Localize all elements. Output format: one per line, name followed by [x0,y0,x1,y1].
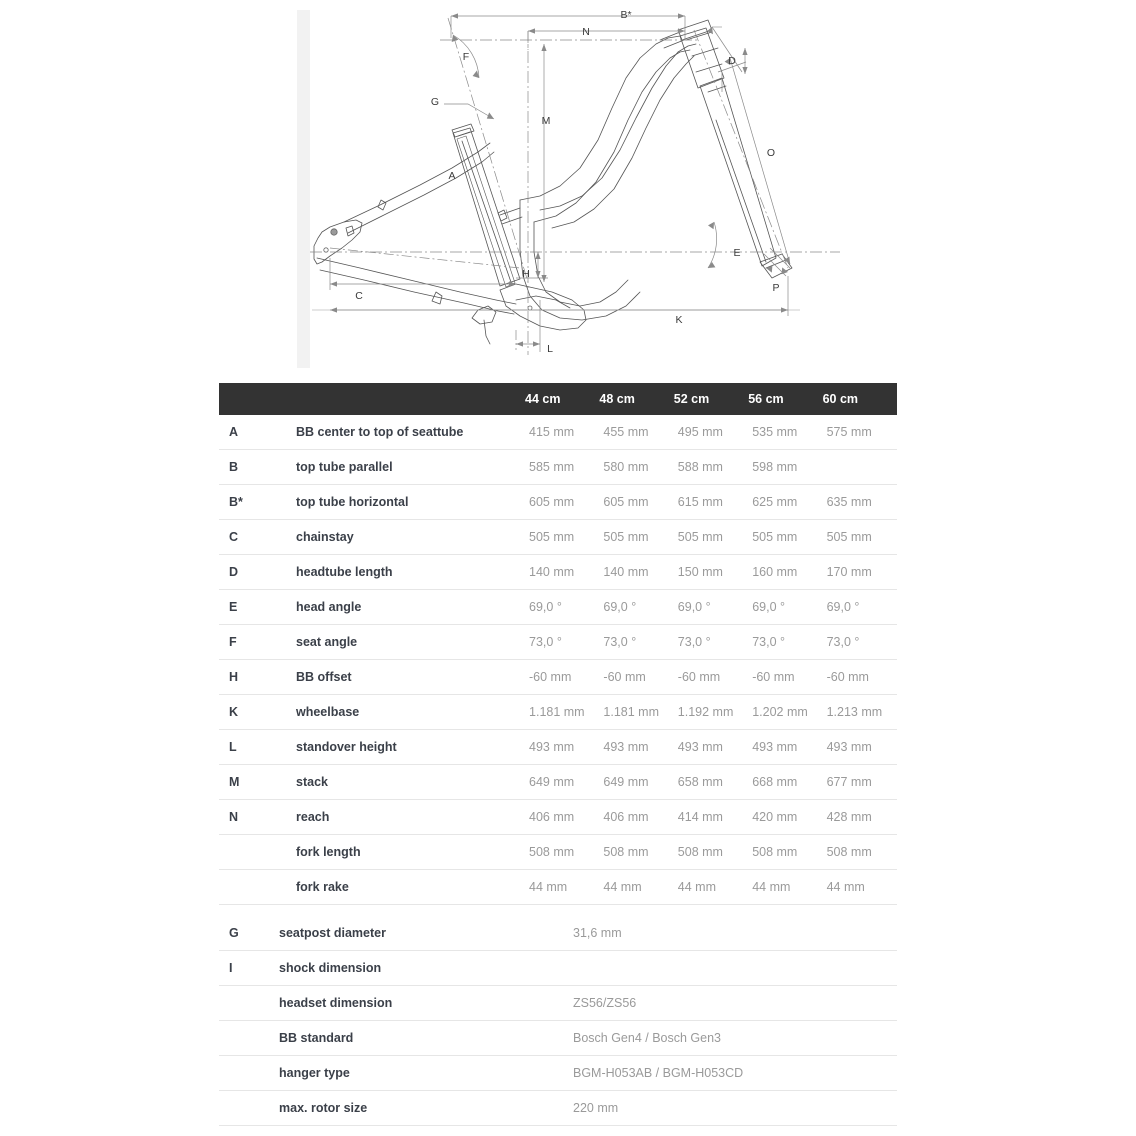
row-letter: G [229,926,239,940]
header-size-52cm: 52 cm [674,383,748,415]
header-size-48cm: 48 cm [599,383,673,415]
row-letter [219,835,258,870]
row-value: 508 mm [826,845,872,859]
table-row [219,1056,897,1091]
row-value: 508 mm [677,845,723,859]
row-value: 140 mm [603,565,649,579]
row-letter: I [229,961,233,975]
row-value: 625 mm [752,495,798,509]
row-value: 508 mm [529,845,575,859]
row-value: 1.213 mm [826,705,883,719]
table-row [219,765,897,800]
row-value: 406 mm [529,810,575,824]
row-value: 658 mm [677,775,723,789]
row-value: 508 mm [752,845,798,859]
table-row [219,916,897,951]
row-value: Bosch Gen4 / Bosch Gen3 [573,1031,722,1045]
dimension-lines-group [310,13,840,355]
row-letter: K [229,705,239,719]
frame-size-geometry-table [219,383,897,905]
table-row [219,660,897,695]
row-value: 406 mm [603,810,649,824]
row-value: 677 mm [826,775,872,789]
row-value: 505 mm [603,530,649,544]
row-label: top tube horizontal [296,495,409,509]
table-row [219,590,897,625]
diagram-label-D: D [728,55,736,67]
row-letter: N [229,810,239,824]
row-value: 493 mm [752,740,798,754]
row-value: 493 mm [529,740,575,754]
row-label: BB standard [279,1031,354,1045]
row-letter: B* [229,495,243,509]
row-value: 428 mm [826,810,872,824]
table-row [219,485,897,520]
row-value: -60 mm [603,670,646,684]
header-label-blank [258,383,525,415]
row-value: 1.202 mm [752,705,808,719]
diagram-label-G: G [430,96,440,108]
row-value: 635 mm [826,495,872,509]
header-size-56cm: 56 cm [748,383,822,415]
row-label: stack [296,775,328,789]
frame-specification-table [219,916,897,1126]
diagram-label-M: M [541,115,551,127]
table-row [219,986,897,1021]
row-letter: M [229,775,240,789]
row-value: 493 mm [826,740,872,754]
row-label: reach [296,810,330,824]
row-value: 493 mm [677,740,723,754]
row-value: 493 mm [603,740,649,754]
row-value: 73,0 ° [826,635,860,649]
row-value: 73,0 ° [603,635,637,649]
table-row [219,870,897,905]
row-value [573,951,897,986]
row-value: 505 mm [752,530,798,544]
row-value: 160 mm [752,565,798,579]
specs-table-body [219,916,897,1126]
table-row [219,625,897,660]
row-value: 220 mm [573,1101,619,1115]
diagram-label-B-star: B* [620,9,632,21]
row-value: 495 mm [677,425,723,439]
row-value: 598 mm [752,460,798,474]
row-label: top tube parallel [296,460,393,474]
row-value: ZS56/ZS56 [573,996,637,1010]
row-letter: D [229,565,239,579]
row-value: 31,6 mm [573,926,622,940]
diagram-label-P: P [772,282,780,294]
header-size-44cm: 44 cm [525,383,599,415]
row-value: 535 mm [752,425,798,439]
row-letter [219,870,258,905]
row-value [823,450,897,485]
table-row [219,695,897,730]
row-letter [219,986,279,1021]
specs-table-el [219,916,897,1126]
row-value: 605 mm [603,495,649,509]
row-value: 44 mm [529,880,568,894]
row-value: 585 mm [529,460,575,474]
row-label: seat angle [296,635,358,649]
row-value: 505 mm [826,530,872,544]
row-value: 150 mm [677,565,723,579]
table-row [219,555,897,590]
frame-outline-group [314,20,792,344]
table-row [219,835,897,870]
row-label: head angle [296,600,362,614]
row-value: 73,0 ° [752,635,785,649]
row-label: headtube length [296,565,393,579]
diagram-label-K: K [675,314,683,326]
row-value: -60 mm [826,670,869,684]
row-value: 1.181 mm [603,705,659,719]
row-value: 44 mm [603,880,642,894]
row-label: BB offset [296,670,352,684]
row-label: hanger type [279,1066,350,1080]
row-letter: L [229,740,237,754]
row-value: 508 mm [603,845,649,859]
table-row [219,450,897,485]
row-value: 505 mm [529,530,575,544]
row-value: 69,0 ° [826,600,860,614]
table-row [219,415,897,450]
row-value: 580 mm [603,460,649,474]
diagram-label-C: C [355,290,363,302]
header-letter-blank [219,383,258,415]
row-value: -60 mm [677,670,721,684]
geometry-diagram-panel [0,0,1136,372]
row-value: 69,0 ° [603,600,637,614]
diagram-label-H: H [522,268,530,280]
row-value: BGM-H053AB / BGM-H053CD [573,1066,744,1080]
row-value: 415 mm [529,425,575,439]
diagram-label-L: L [547,343,553,355]
row-label: headset dimension [279,996,393,1010]
row-value: 140 mm [529,565,575,579]
row-value: 73,0 ° [677,635,711,649]
table-row [219,1091,897,1126]
row-value: 455 mm [603,425,649,439]
header-size-60cm: 60 cm [823,383,897,415]
table-row [219,800,897,835]
diagram-label-A: A [448,170,456,182]
diagram-label-O: O [766,147,776,159]
row-value: 73,0 ° [529,635,562,649]
row-value: -60 mm [529,670,572,684]
row-value: 69,0 ° [529,600,562,614]
row-value: 649 mm [529,775,575,789]
row-label: standover height [296,740,397,754]
table-row [219,730,897,765]
row-label: fork length [296,845,361,859]
row-value: 1.181 mm [529,705,585,719]
row-label: seatpost diameter [279,926,386,940]
row-value: 414 mm [677,810,723,824]
row-letter: H [229,670,239,684]
table-row [219,520,897,555]
row-letter: A [229,425,239,439]
row-value: 44 mm [752,880,791,894]
table-row [219,1021,897,1056]
row-letter [219,1056,279,1091]
row-letter: C [229,530,239,544]
row-value: 44 mm [677,880,716,894]
row-value: 1.192 mm [677,705,734,719]
row-value: 69,0 ° [752,600,785,614]
row-label: wheelbase [296,705,360,719]
diagram-label-N: N [582,26,590,38]
row-value: 69,0 ° [677,600,711,614]
diagram-label-E: E [733,247,741,259]
row-value: 505 mm [677,530,723,544]
row-value: 605 mm [529,495,575,509]
left-accent-band [297,10,310,368]
row-value: -60 mm [752,670,795,684]
row-letter [219,1021,279,1056]
row-letter [219,1091,279,1126]
diagram-label-F: F [462,51,470,63]
geometry-table [219,383,897,905]
row-value: 649 mm [603,775,649,789]
row-letter: B [229,460,239,474]
bicycle-frame-geometry-drawing [0,0,1136,372]
row-value: 588 mm [677,460,723,474]
row-value: 668 mm [752,775,798,789]
geometry-header-row [219,383,897,415]
row-value: 44 mm [826,880,865,894]
geometry-table-head [219,383,897,415]
row-value: 420 mm [752,810,798,824]
row-value: 170 mm [826,565,872,579]
row-value: 615 mm [677,495,723,509]
row-letter: E [229,600,238,614]
row-letter: F [229,635,237,649]
row-label: BB center to top of seattube [296,425,464,439]
row-value: 575 mm [826,425,872,439]
row-label: fork rake [296,880,349,894]
row-label: max. rotor size [279,1101,368,1115]
row-label: shock dimension [279,961,382,975]
table-row [219,951,897,986]
geometry-table-body [219,415,897,905]
row-label: chainstay [296,530,354,544]
